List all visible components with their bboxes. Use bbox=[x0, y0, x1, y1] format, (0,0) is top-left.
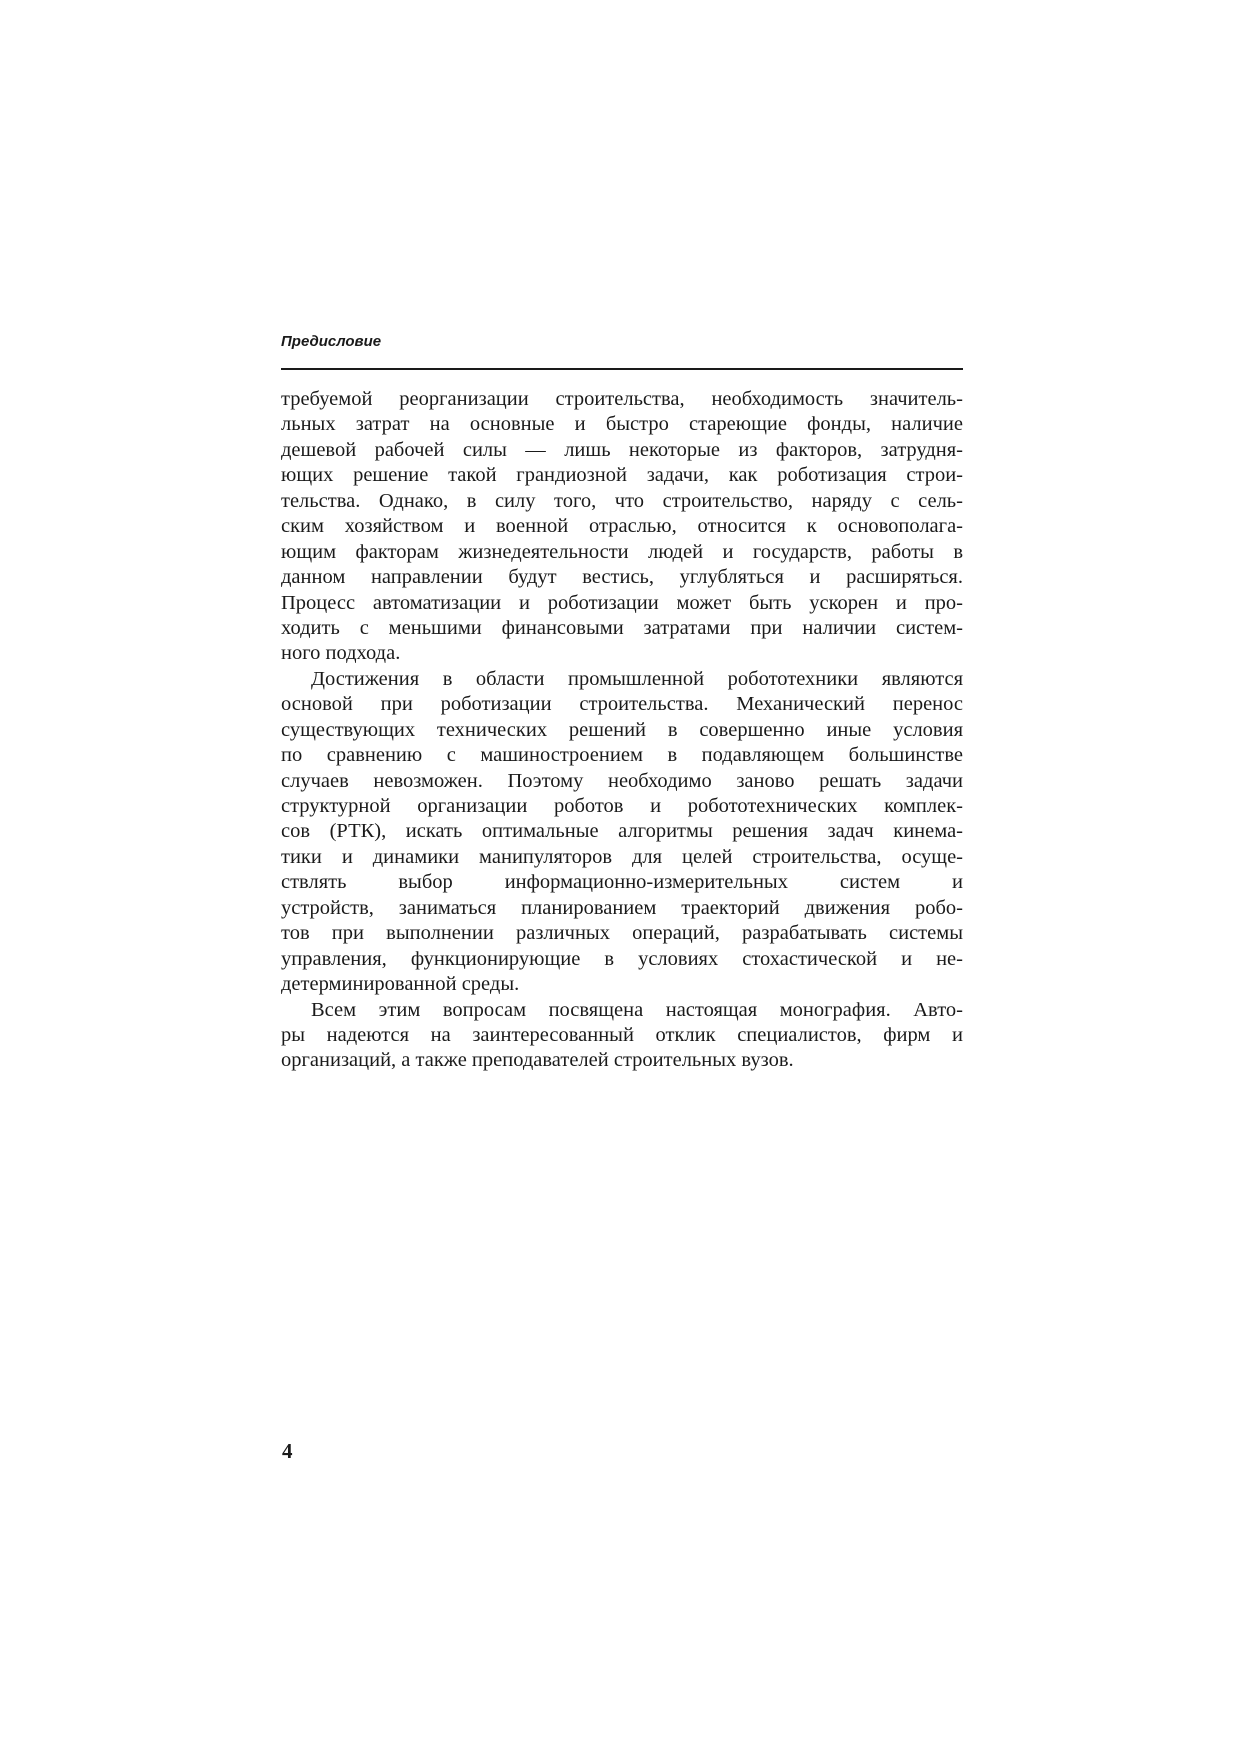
text-line: тельства. Однако, в силу того, что строительство, наряду с сель- bbox=[281, 489, 963, 512]
text-line: тики и динамики манипуляторов для целей строительства, осуще- bbox=[281, 845, 963, 868]
paragraph bbox=[281, 998, 963, 1074]
text-line: сов (РТК), искать оптимальные алгоритмы решения задач кинема- bbox=[281, 820, 963, 843]
text-line: по сравнению с машиностроением в подавляющем большинстве bbox=[281, 744, 963, 767]
body-text bbox=[281, 387, 963, 1074]
text-line: детерминированной среды. bbox=[281, 973, 520, 996]
text-line: основой при роботизации строительства. Механический перенос bbox=[281, 693, 963, 716]
text-line: льных затрат на основные и быстро стареющие фонды, наличие bbox=[281, 413, 963, 436]
text-line: ющих решение такой грандиозной задачи, как роботизация строи- bbox=[281, 464, 963, 487]
text-line: Процесс автоматизации и роботизации может быть ускорен и про- bbox=[281, 591, 963, 614]
running-head-title: Предисловие bbox=[281, 333, 382, 350]
text-line: данном направлении будут вестись, углубляться и расширяться. bbox=[281, 566, 963, 589]
text-line: Всем этим вопросам посвящена настоящая монография. Авто- bbox=[311, 998, 963, 1021]
text-line: структурной организации роботов и робототехнических комплек- bbox=[281, 795, 963, 817]
text-line: ским хозяйством и военной отраслью, относится к основополага- bbox=[281, 515, 963, 538]
text-line: дешевой рабочей силы — лишь некоторые из факторов, затрудня- bbox=[281, 438, 963, 461]
text-line: требуемой реорганизации строительства, необходимость значитель- bbox=[281, 388, 963, 410]
text-line: ного подхода. bbox=[281, 642, 401, 665]
paragraph bbox=[281, 387, 963, 667]
text-line: существующих технических решений в совершенно иные условия bbox=[281, 718, 963, 741]
text-line: устройств, заниматься планированием траекторий движения робо- bbox=[281, 896, 963, 919]
text-line: управления, функционирующие в условиях стохастической и не- bbox=[281, 947, 963, 970]
text-line: организаций, а также преподавателей строительных вузов. bbox=[281, 1049, 794, 1072]
text-line: ходить с меньшими финансовыми затратами при наличии систем- bbox=[281, 616, 963, 639]
page-number: 4 bbox=[282, 1439, 293, 1463]
text-line: тов при выполнении различных операций, разрабатывать системы bbox=[281, 922, 963, 945]
text-line: ющим факторам жизнедеятельности людей и государств, работы в bbox=[281, 540, 963, 563]
text-line: Достижения в области промышленной робототехники являются bbox=[311, 667, 963, 690]
text-line: ры надеются на заинтересованный отклик специалистов, фирм и bbox=[281, 1023, 963, 1046]
text-line: ствлять выбор информационно-измерительных систем и bbox=[281, 871, 963, 894]
paragraph bbox=[281, 667, 963, 998]
header-rule bbox=[281, 368, 963, 370]
text-line: случаев невозможен. Поэтому необходимо заново решать задачи bbox=[281, 769, 963, 792]
